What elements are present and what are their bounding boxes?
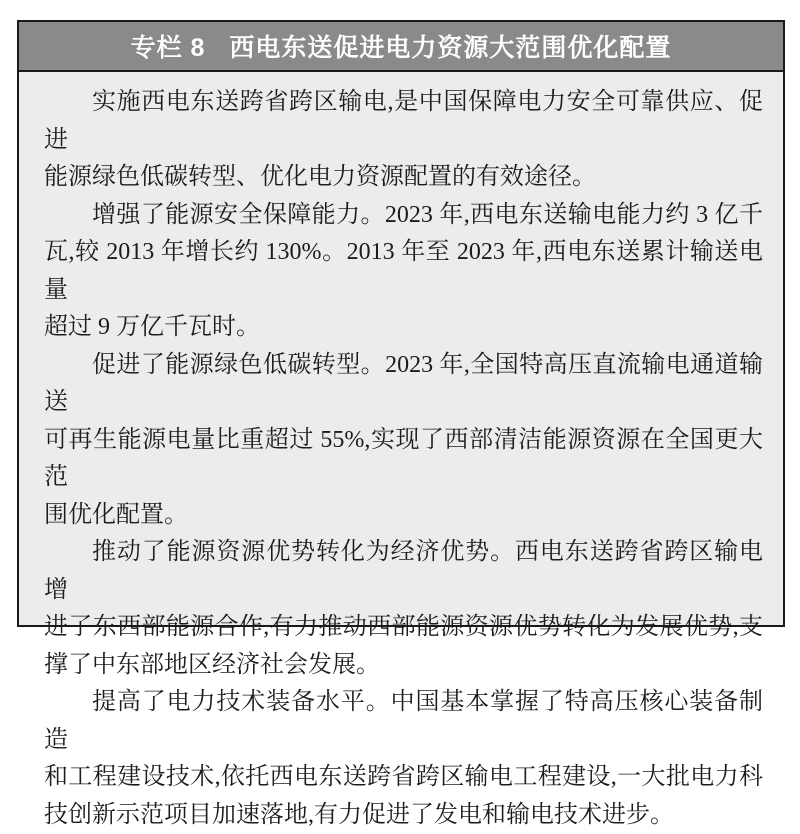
paragraph-tech-equipment [44,684,763,834]
column-box [17,20,785,627]
text-line: 技创新示范项目加速落地,有力促进了发电和输电技术进步。 [44,797,763,834]
text-line: 超过 9 万亿千瓦时。 [44,309,763,347]
text-line: 提高了电力技术装备水平。中国基本掌握了特高压核心装备制造 [44,684,763,759]
text-line: 增强了能源安全保障能力。2023 年,西电东送输电能力约 3 亿千 [44,197,763,235]
text-line: 围优化配置。 [44,497,763,535]
text-line: 和工程建设技术,依托西电东送跨省跨区输电工程建设,一大批电力科 [44,759,763,797]
text-line: 促进了能源绿色低碳转型。2023 年,全国特高压直流输电通道输送 [44,347,763,422]
column-title: 西电东送促进电力资源大范围优化配置 [229,28,671,64]
column-number-label: 专栏 8 [131,28,206,64]
column-box-body [19,72,783,834]
text-line: 可再生能源电量比重超过 55%,实现了西部清洁能源资源在全国更大范 [44,422,763,497]
text-line: 撑了中东部地区经济社会发展。 [44,647,763,685]
text-line: 瓦,较 2013 年增长约 130%。2013 年至 2023 年,西电东送累计输送电量 [44,234,763,309]
paragraph-economic-advantage [44,534,763,684]
paragraph-energy-security [44,197,763,347]
text-line: 进了东西部能源合作,有力推动西部能源资源优势转化为发展优势,支 [44,609,763,647]
text-line: 能源绿色低碳转型、优化电力资源配置的有效途径。 [44,159,763,197]
paragraph-green-transition [44,347,763,535]
paragraph-overview [44,84,763,197]
column-box-header [19,22,783,72]
text-line: 实施西电东送跨省跨区输电,是中国保障电力安全可靠供应、促进 [44,84,763,159]
text-line: 推动了能源资源优势转化为经济优势。西电东送跨省跨区输电增 [44,534,763,609]
